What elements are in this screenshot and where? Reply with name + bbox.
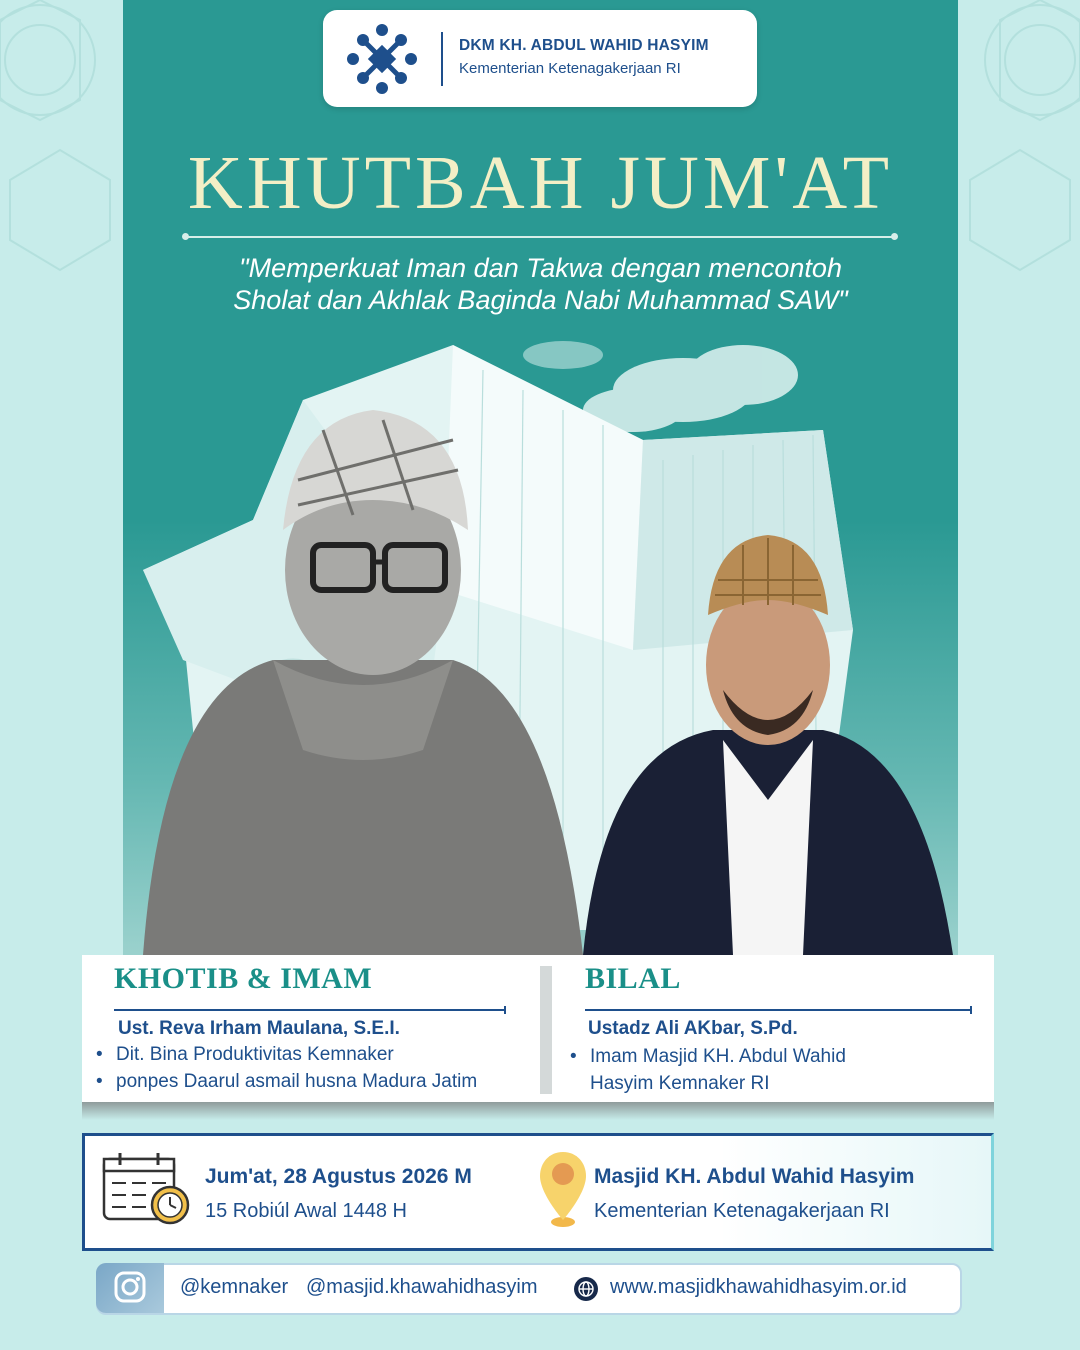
- event-venue: Masjid KH. Abdul Wahid Hasyim: [594, 1165, 915, 1188]
- org-name: DKM KH. ABDUL WAHID HASYIM: [459, 37, 709, 54]
- list-item: [566, 1043, 846, 1097]
- list-item: • ponpes Daarul asmail husna Madura Jatim: [92, 1068, 477, 1095]
- logo-card: [323, 10, 757, 107]
- instagram-icon[interactable]: [113, 1270, 147, 1304]
- event-hijri-date: 15 Robiúl Awal 1448 H: [205, 1200, 407, 1222]
- khotib-heading: KHOTIB & IMAM: [114, 962, 373, 995]
- logo-separator: [441, 32, 443, 86]
- website-link[interactable]: www.masjidkhawahidhasyim.or.id: [610, 1276, 907, 1298]
- page-title: KHUTBAH JUM'AT: [187, 141, 894, 225]
- theme-quote-line-1: "Memperkuat Iman dan Takwa dengan mencontoh: [239, 253, 842, 283]
- kemnaker-logo-icon: [345, 22, 419, 96]
- ministry-name: Kementerian Ketenagakerjaan RI: [459, 60, 681, 77]
- globe-icon: [573, 1276, 599, 1302]
- bilal-detail-line-2: Hasyim Kemnaker RI: [590, 1073, 770, 1094]
- officiants-shadow: [82, 1102, 994, 1120]
- khotib-name: Ust. Reva Irham Maulana, S.E.I.: [118, 1018, 400, 1039]
- map-pin-icon: [538, 1150, 588, 1230]
- hero-illustration: [123, 330, 958, 955]
- khotib-details: [92, 1041, 477, 1095]
- instagram-handle-kemnaker[interactable]: @kemnaker: [180, 1276, 289, 1298]
- title-divider: [186, 236, 894, 238]
- calendar-clock-icon: [102, 1153, 192, 1227]
- event-venue-org: Kementerian Ketenagakerjaan RI: [594, 1200, 890, 1222]
- bilal-name: Ustadz Ali AKbar, S.Pd.: [588, 1018, 798, 1039]
- bilal-heading-rule: [585, 1009, 970, 1011]
- bilal-details: [566, 1043, 846, 1097]
- khotib-heading-rule: [114, 1009, 504, 1011]
- list-item: • Dit. Bina Produktivitas Kemnaker: [92, 1041, 477, 1068]
- theme-quote-line-2: Sholat dan Akhlak Baginda Nabi Muhammad SAW": [233, 285, 848, 315]
- bilal-detail-line-1: Imam Masjid KH. Abdul Wahid: [590, 1046, 846, 1067]
- column-divider: [540, 966, 552, 1094]
- instagram-handle-masjid[interactable]: @masjid.khawahidhasyim: [306, 1276, 538, 1298]
- event-date: Jum'at, 28 Agustus 2026 M: [205, 1165, 472, 1188]
- bilal-heading: BILAL: [585, 962, 681, 995]
- theme-quote: [123, 252, 958, 316]
